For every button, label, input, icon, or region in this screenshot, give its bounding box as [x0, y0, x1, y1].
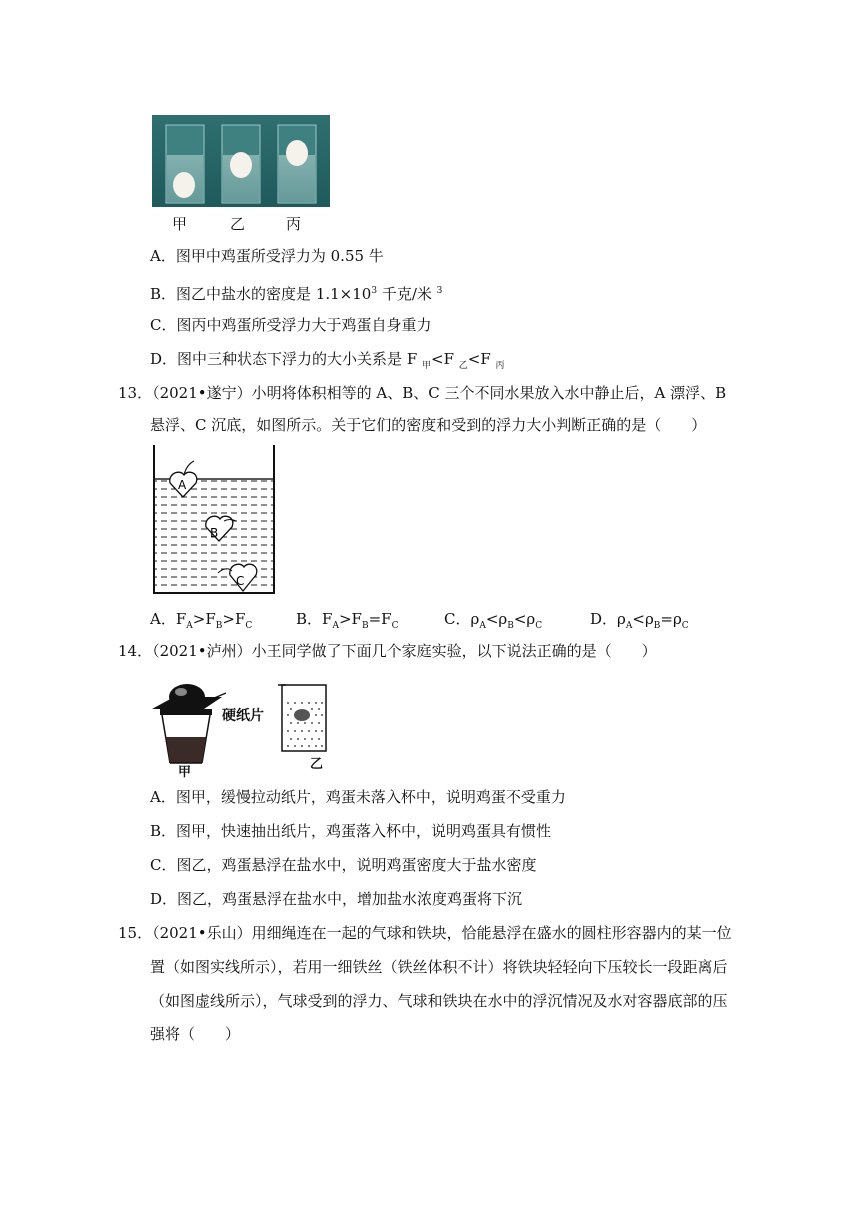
card-egg-experiment-figure: [150, 675, 340, 780]
question-number: 15．: [118, 924, 153, 942]
question-source: （2021•乐山）: [152, 924, 252, 942]
fruit-label-b: B: [210, 526, 219, 540]
q12-option-c: C．图丙中鸡蛋所受浮力大于鸡蛋自身重力: [150, 316, 432, 334]
fruit-label-c: C: [236, 574, 245, 588]
q13-option-a: A．$F_A>F_B>F_C$: [150, 610, 253, 631]
q13-stem-line-2: 悬浮、C 沉底，如图所示。关于它们的密度和受到的浮力大小判断正确的是（ ）: [150, 416, 707, 434]
question-number: 13．: [118, 384, 153, 402]
fruits-tank-drawing: [150, 445, 278, 597]
q13-option-c: C．$\rho_A<\rho_B<\rho_C$: [444, 610, 543, 631]
figure-label-jia: 甲: [178, 765, 192, 780]
q14-option-d: D．图乙，鸡蛋悬浮在盐水中，增加盐水浓度鸡蛋将下沉: [150, 890, 523, 908]
q15-stem-line-3: （如图虚线所示），气球受到的浮力、气球和铁块在水中的浮沉情况及水对容器底部的压: [150, 992, 728, 1010]
figure-label-bing: 丙: [286, 215, 302, 233]
question-source: （2021•遂宁）: [152, 384, 252, 402]
q14-option-a: A．图甲，缓慢拉动纸片，鸡蛋未落入杯中，说明鸡蛋不受重力: [150, 788, 566, 806]
q12-option-b: B．图乙中盐水的密度是 $1.1\times 10^3$ 千克/米 $^3$: [150, 285, 443, 303]
q15-stem-line-4: 强将（ ）: [150, 1025, 241, 1043]
egg-glasses-photo: [152, 115, 330, 207]
q15-stem-line-2: 置（如图实线所示），若用一细铁丝（铁丝体积不计）将铁块轻轻向下压较长一段距离后: [150, 958, 728, 976]
q12-option-d: D．图中三种状态下浮力的大小关系是 F $_甲$<F $_乙$<F $_丙$: [150, 350, 505, 371]
q12-option-a: A．图甲中鸡蛋所受浮力为 0.55 牛: [150, 247, 384, 265]
figure-label-card: 硬纸片: [222, 708, 264, 724]
q13-option-b: B．$F_A>F_B=F_C$: [296, 610, 399, 631]
q15-stem-line-1: 15．（2021•乐山）用细绳连在一起的气球和铁块，恰能悬浮在盛水的圆柱形容器内的某一位: [118, 924, 732, 942]
figure-label-yi: 乙: [230, 215, 246, 233]
question-source: （2021•泸州）: [152, 642, 252, 660]
q14-option-c: C．图乙，鸡蛋悬浮在盐水中，说明鸡蛋密度大于盐水密度: [150, 856, 537, 874]
q14-option-b: B．图甲，快速抽出纸片，鸡蛋落入杯中，说明鸡蛋具有惯性: [150, 822, 552, 840]
question-number: 14．: [118, 642, 153, 660]
q13-options: [150, 609, 750, 636]
figure-label-yi: 乙: [310, 757, 324, 772]
q13-stem-line-1: 13．（2021•遂宁）小明将体积相等的 A、B、C 三个不同水果放入水中静止后，A 漂浮、B: [118, 384, 727, 402]
q14-stem-line-1: 14．（2021•泸州）小王同学做了下面几个家庭实验，以下说法正确的是（ ）: [118, 642, 657, 660]
fruit-label-a: A: [178, 478, 187, 492]
q13-option-d: D．$\rho_A<\rho_B=\rho_C$: [590, 610, 689, 631]
fruits-tank-figure: [150, 445, 278, 597]
egg-glasses-figure: [152, 115, 330, 235]
figure-label-jia: 甲: [172, 215, 188, 233]
